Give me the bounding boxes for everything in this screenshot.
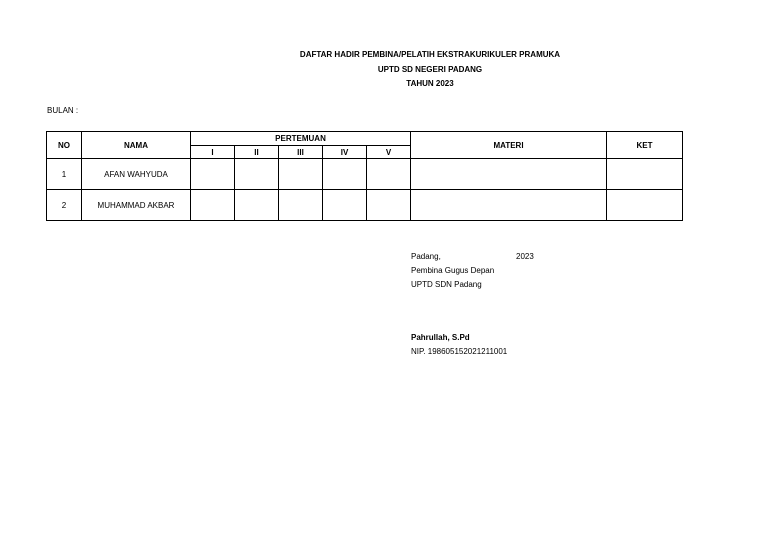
cell-session-2: [235, 190, 279, 221]
cell-session-2: [235, 159, 279, 190]
cell-session-4: [323, 159, 367, 190]
signatory-name: Pahrullah, S.Pd: [411, 333, 470, 342]
cell-no: 2: [47, 190, 82, 221]
cell-session-5: [367, 159, 411, 190]
header-session-1: I: [191, 146, 235, 159]
header-pertemuan: PERTEMUAN: [191, 132, 411, 146]
cell-session-3: [279, 159, 323, 190]
table-row: [47, 190, 683, 221]
cell-session-5: [367, 190, 411, 221]
title-line-3: TAHUN 2023: [406, 79, 454, 88]
header-session-2: II: [235, 146, 279, 159]
header-session-5: V: [367, 146, 411, 159]
signature-org: UPTD SDN Padang: [411, 280, 482, 289]
signatory-nip: NIP. 198605152021211001: [411, 347, 508, 356]
cell-session-1: [191, 190, 235, 221]
header-session-4: IV: [323, 146, 367, 159]
header-ket: KET: [607, 132, 683, 159]
cell-nama: MUHAMMAD AKBAR: [82, 190, 191, 221]
header-no: NO: [47, 132, 82, 159]
cell-ket: [607, 159, 683, 190]
header-session-3: III: [279, 146, 323, 159]
cell-session-1: [191, 159, 235, 190]
title-line-2: UPTD SD NEGERI PADANG: [377, 64, 483, 74]
signature-place-line: [411, 250, 534, 264]
signature-block: [411, 250, 534, 292]
header-nama: NAMA: [82, 132, 191, 159]
cell-ket: [607, 190, 683, 221]
cell-materi: [411, 159, 607, 190]
header-materi: MATERI: [411, 132, 607, 159]
signature-place: Padang,: [411, 252, 441, 261]
bulan-label: BULAN :: [47, 106, 79, 115]
attendance-table: [46, 131, 683, 221]
cell-no: 1: [47, 159, 82, 190]
document-title: [260, 48, 600, 92]
cell-session-4: [323, 190, 367, 221]
cell-session-3: [279, 190, 323, 221]
title-line-1: DAFTAR HADIR PEMBINA/PELATIH EKSTRAKURIKULER PRAMUKA: [299, 50, 561, 59]
cell-nama: AFAN WAHYUDA: [82, 159, 191, 190]
signature-role: Pembina Gugus Depan: [411, 266, 495, 275]
cell-materi: [411, 190, 607, 221]
table-row: [47, 159, 683, 190]
signature-year: 2023: [516, 252, 534, 261]
